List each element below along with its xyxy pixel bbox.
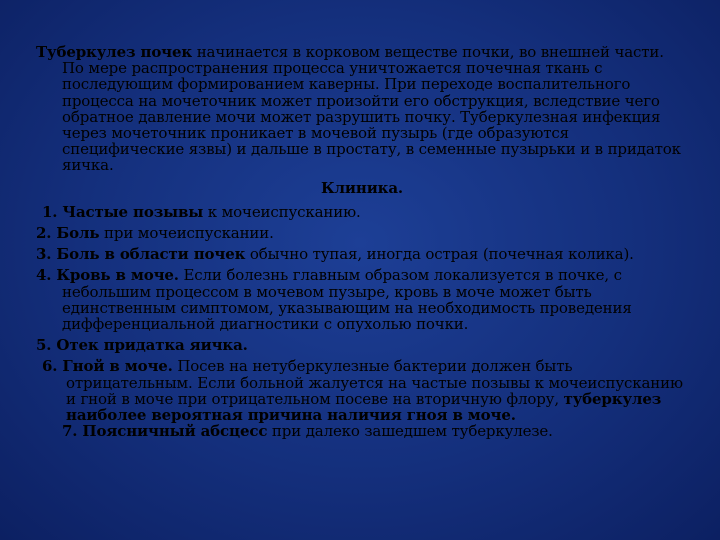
list-item-6	[36, 358, 688, 423]
item-6-bold-conclusion: туберкулез наиболее вероятная причина наличия гноя в моче.	[66, 389, 662, 425]
item-7-bold: 7. Поясничный абсцесс	[62, 422, 268, 441]
slide-content	[36, 44, 688, 454]
item-1-bold: 1. Частые позывы	[42, 202, 204, 221]
item-2-bold: 2. Боль	[36, 224, 100, 243]
item-1-text: к мочеиспусканию.	[203, 202, 361, 221]
list-item-5	[36, 337, 688, 353]
list-item-2	[36, 225, 688, 241]
intro-paragraph	[36, 44, 688, 174]
intro-text: начинается в корковом веществе почки, во внешней части. По мере распространения процесса уничтожается почечная ткань с последующим формированием каверны. При переходе воспалительного процесса на мочеточник может произойти его обструкция, вследствие чего обратное давление мочи может разрушить почку. Туберкулезная инфекция через мочеточник проникает в мочевой пузырь (где образуются специфические язвы) и дальше в простату, в семенные пузырьки и в придаток яичка.	[62, 43, 681, 175]
item-2-text: при мочеиспускании.	[99, 224, 274, 243]
item-3-text: обычно тупая, иногда острая (почечная колика).	[245, 245, 634, 264]
item-3-bold: 3. Боль в области почек	[36, 245, 246, 264]
item-6-text: Посев на нетуберкулезные бактерии должен быть отрицательным. Если больной жалуется на частые позывы к мочеиспусканию и гной в моче при отрицательном посеве на вторичную флору,	[66, 357, 683, 408]
list-item-4	[36, 267, 688, 332]
intro-bold: Туберкулез почек	[36, 43, 193, 61]
item-4-bold: 4. Кровь в моче.	[36, 266, 179, 285]
item-6-bold: 6. Гной в моче.	[42, 357, 173, 376]
list-item-7	[36, 423, 688, 439]
item-4-text: Если болезнь главным образом локализуется в почке, с небольшим процессом в мочевом пузыре, кровь в моче может быть единственным симптомом, указывающим на необходимость проведения дифференциальной диагностики с опухолью почки.	[62, 266, 632, 334]
item-5-bold: 5. Отек придатка яичка.	[36, 336, 248, 355]
list-item-1	[36, 204, 688, 220]
item-7-text: при далеко зашедшем туберкулезе.	[267, 422, 553, 441]
section-title: Клиника.	[320, 178, 404, 197]
list-item-3	[36, 246, 688, 262]
